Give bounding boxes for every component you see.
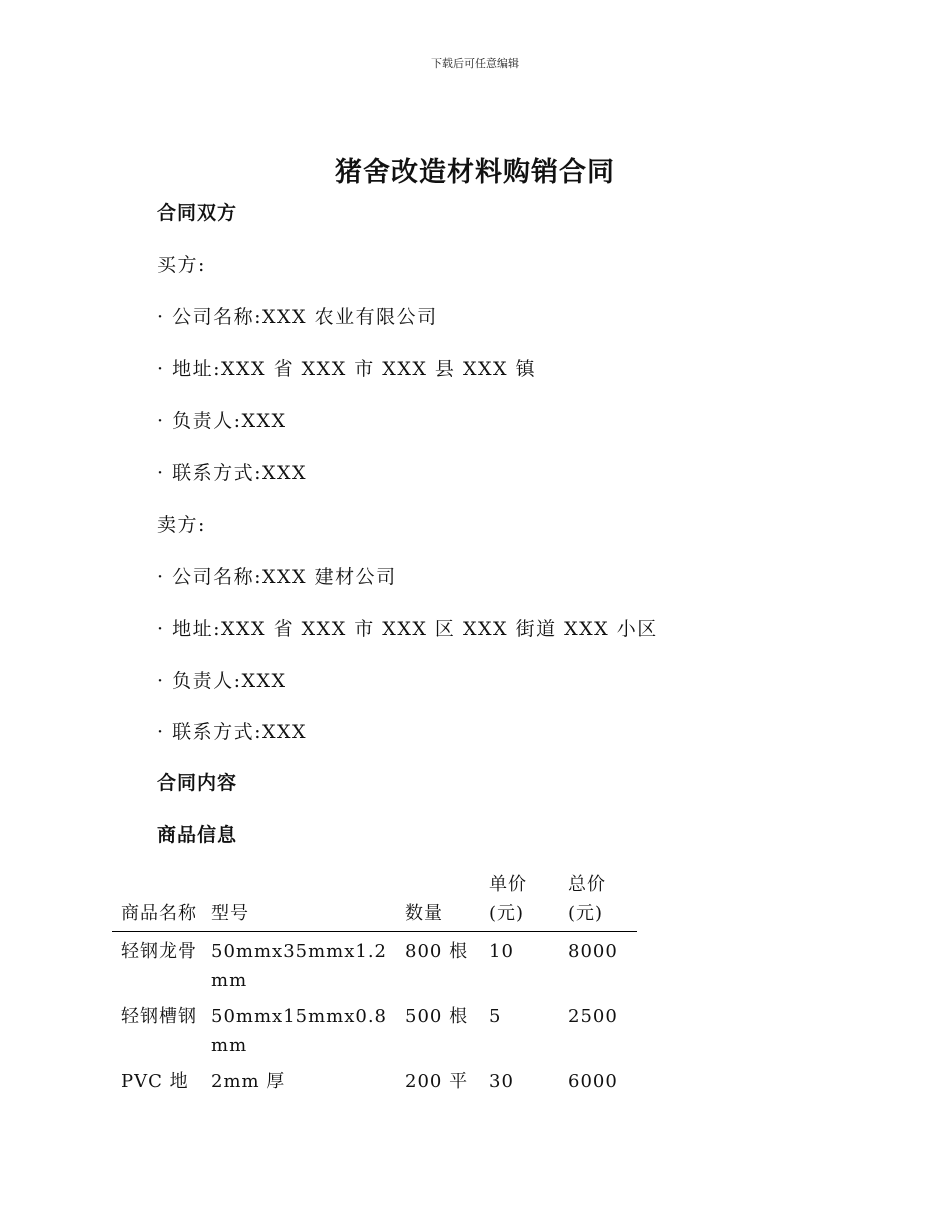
cell-total-price: 2500 — [568, 1006, 618, 1027]
cell-total-price: 6000 — [568, 1071, 618, 1092]
parties-heading: 合同双方 — [157, 202, 238, 224]
header-total-price: 总价(元) — [559, 870, 637, 932]
buyer-address: · 地址:XXX 省 XXX 市 XXX 县 XXX 镇 — [157, 358, 537, 380]
buyer-person: · 负责人:XXX — [157, 410, 287, 432]
cell-model: 50mmx35mmx1.2mm — [211, 941, 388, 991]
table-row — [112, 997, 637, 1062]
cell-unit-price: 30 — [489, 1071, 514, 1092]
cell-quantity: 800 根 — [405, 941, 469, 962]
cell-product-name: 轻钢槽钢 — [121, 1006, 197, 1027]
goods-table-container — [112, 870, 637, 1098]
table-row — [112, 1062, 637, 1098]
buyer-label: 买方: — [157, 254, 206, 276]
goods-heading: 商品信息 — [157, 824, 238, 846]
header-product-name: 商品名称 — [112, 870, 202, 932]
cell-product-name: 轻钢龙骨 — [121, 941, 197, 962]
goods-table — [112, 870, 637, 1098]
seller-person: · 负责人:XXX — [157, 670, 287, 692]
content-heading: 合同内容 — [157, 772, 238, 794]
cell-quantity: 200 平 — [405, 1071, 469, 1092]
seller-company: · 公司名称:XXX 建材公司 — [157, 566, 397, 588]
header-model: 型号 — [202, 870, 396, 932]
header-quantity: 数量 — [396, 870, 480, 932]
cell-total-price: 8000 — [568, 941, 618, 962]
cell-unit-price: 5 — [489, 1006, 502, 1027]
seller-contact: · 联系方式:XXX — [157, 721, 308, 743]
cell-product-name: PVC 地 — [121, 1071, 189, 1092]
cell-model: 2mm 厚 — [211, 1071, 286, 1092]
table-header-row — [112, 870, 637, 932]
table-row — [112, 932, 637, 998]
header-note: 下载后可任意编辑 — [431, 57, 519, 70]
seller-address: · 地址:XXX 省 XXX 市 XXX 区 XXX 街道 XXX 小区 — [157, 618, 658, 640]
seller-label: 卖方: — [157, 514, 206, 536]
document-title: 猪舍改造材料购销合同 — [335, 157, 615, 188]
cell-quantity: 500 根 — [405, 1006, 469, 1027]
cell-unit-price: 10 — [489, 941, 514, 962]
buyer-contact: · 联系方式:XXX — [157, 462, 308, 484]
cell-model: 50mmx15mmx0.8mm — [211, 1006, 388, 1056]
buyer-company: · 公司名称:XXX 农业有限公司 — [157, 306, 438, 328]
header-unit-price: 单价(元) — [480, 870, 559, 932]
